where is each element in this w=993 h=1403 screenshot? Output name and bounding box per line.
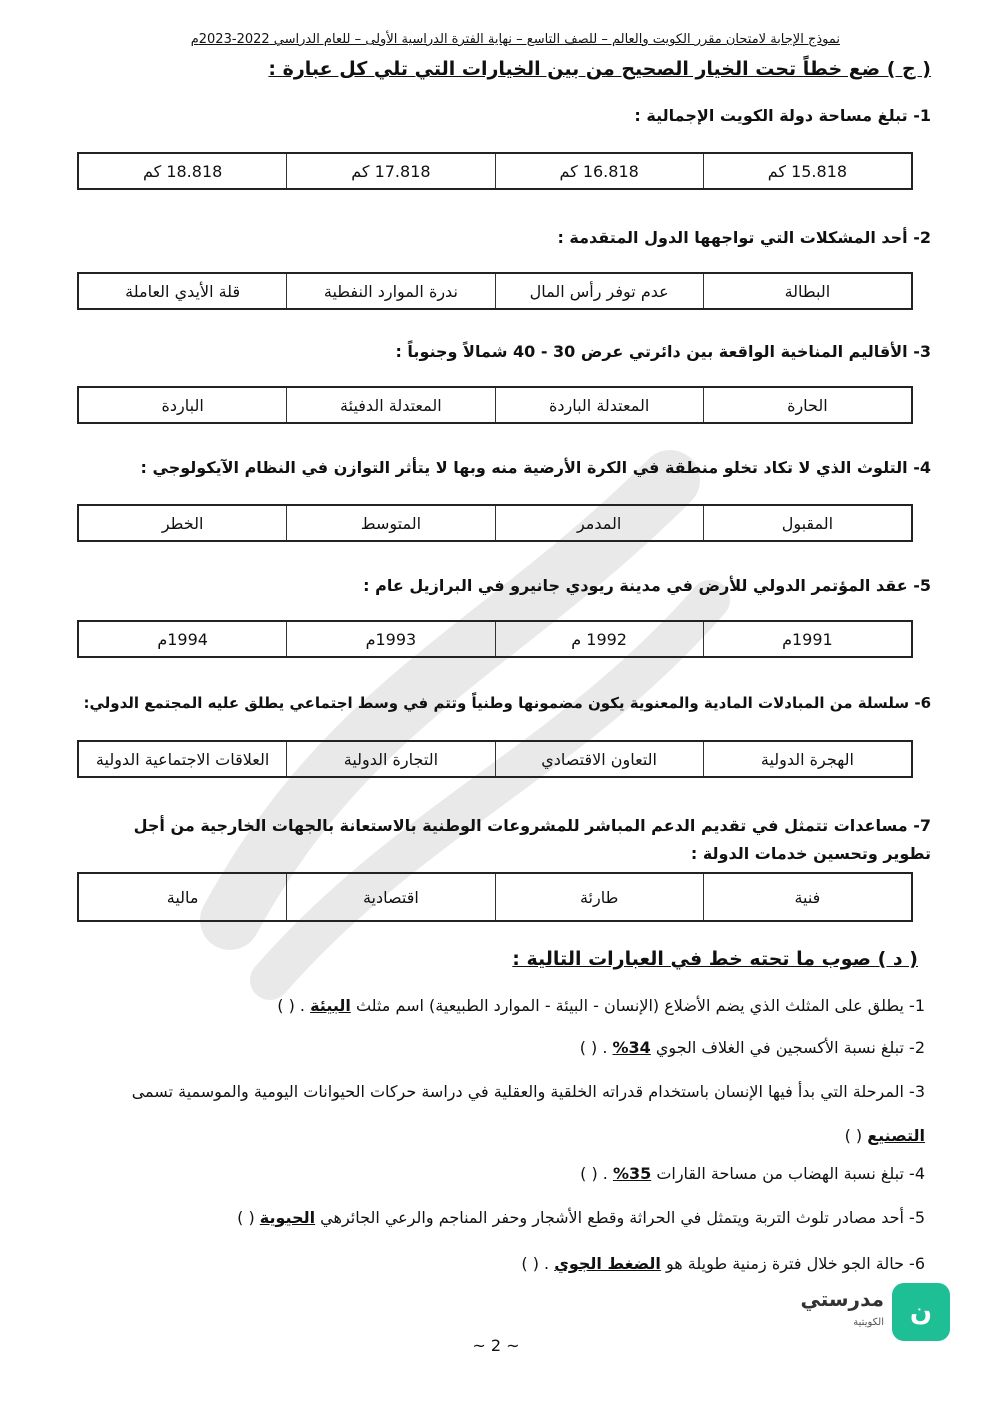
option[interactable]: 1993م <box>286 622 494 656</box>
option[interactable]: التجارة الدولية <box>286 742 494 776</box>
question-1-options <box>77 152 913 190</box>
option[interactable]: المتوسط <box>286 506 494 540</box>
question-1: 1- تبلغ مساحة دولة الكويت الإجمالية : <box>634 106 931 125</box>
option[interactable]: اقتصادية <box>286 874 494 920</box>
question-5-options <box>77 620 913 658</box>
option[interactable]: الخطر <box>161 513 204 533</box>
option[interactable]: التعاون الاقتصادي <box>495 742 703 776</box>
question-2-options <box>77 272 913 310</box>
option[interactable]: 1992 م <box>495 622 703 656</box>
page-number: ~ 2 ~ <box>472 1336 520 1355</box>
question-3: 3- الأقاليم المناخية الواقعة بين دائرتي عرض 30 - 40 شمالاً وجنوباً : <box>395 342 931 361</box>
option[interactable]: 1994م <box>157 629 208 649</box>
option[interactable]: 18.818 كم <box>142 161 223 181</box>
option[interactable]: الهجرة الدولية <box>703 742 911 776</box>
option[interactable]: العلاقات الاجتماعية الدولية <box>95 749 270 769</box>
question-7: 7- مساعدات تتمثل في تقديم الدعم المباشر للمشروعات الوطنية بالاستعانة بالجهات الخارجية من أجل تطوير وتحسين خدمات الدولة : <box>133 816 931 863</box>
question-4: 4- التلوث الذي لا تكاد تخلو منطقة في الكرة الأرضية منه وبها لا يتأثر التوازن في النظام الآيكولوجي : <box>140 458 931 477</box>
question-3-options <box>77 386 913 424</box>
option[interactable]: طارئة <box>495 874 703 920</box>
logo-subtext: الكويتية <box>853 1317 884 1328</box>
option[interactable]: ندرة الموارد النفطية <box>286 274 494 308</box>
option[interactable]: عدم توفر رأس المال <box>495 274 703 308</box>
correction-item-3: 3- المرحلة التي بدأ فيها الإنسان باستخدام قدراته الخلقية والعقلية في دراسة حركات الحيوانات اليومية والموسمية تسمى التصنيع ( ) <box>131 1082 925 1145</box>
correction-item-5: 5- أحد مصادر تلوث التربة ويتمثل في الحراثة وقطع الأشجار وحفر المناجم والرعي الجائرهي الحيوية ( ) <box>237 1208 925 1227</box>
exam-header: نموذج الإجابة لامتحان مقرر الكويت والعالم – للصف التاسع – نهاية الفترة الدراسية الأولى – للعام الدراسي 2022-2023م <box>190 32 840 47</box>
option[interactable]: 15.818 كم <box>703 154 911 188</box>
correction-item-1: 1- يطلق على المثلث الذي يضم الأضلاع (الإنسان - البيئة - الموارد الطبيعية) اسم مثلث البيئة . ( ) <box>277 996 925 1015</box>
option[interactable]: البطالة <box>703 274 911 308</box>
question-6-options <box>77 740 913 778</box>
correction-item-2: 2- تبلغ نسبة الأكسجين في الغلاف الجوي 34% . ( ) <box>579 1038 925 1057</box>
option[interactable]: فنية <box>703 874 911 920</box>
option[interactable]: 16.818 كم <box>495 154 703 188</box>
question-2: 2- أحد المشكلات التي تواجهها الدول المتقدمة : <box>557 228 931 247</box>
question-4-options <box>77 504 913 542</box>
logo-icon: ن <box>892 1283 950 1341</box>
option[interactable]: المدمر <box>495 506 703 540</box>
option[interactable]: الحارة <box>703 388 911 422</box>
option[interactable]: الباردة <box>161 395 204 415</box>
section-d-title: ( د ) صوب ما تحته خط في العبارات التالية : <box>512 948 918 970</box>
question-5: 5- عقد المؤتمر الدولي للأرض في مدينة ريودي جانيرو في البرازيل عام : <box>363 576 931 595</box>
question-7-options <box>77 872 913 922</box>
madrasati-logo <box>785 1283 950 1348</box>
question-6: 6- سلسلة من المبادلات المادية والمعنوية يكون مضمونها وطنياً وتتم في وسط اجتماعي يطلق عليه المجتمع الدولي: <box>83 694 931 712</box>
option[interactable]: المعتدلة الباردة <box>495 388 703 422</box>
option[interactable]: 1991م <box>703 622 911 656</box>
option[interactable]: 17.818 كم <box>286 154 494 188</box>
section-c-title: ( ج ) ضع خطاً تحت الخيار الصحيح من بين الخيارات التي تلي كل عبارة : <box>268 58 931 80</box>
option[interactable]: المقبول <box>703 506 911 540</box>
option[interactable]: مالية <box>166 887 199 907</box>
logo-text: مدرستي <box>800 1287 884 1311</box>
option[interactable]: قلة الأيدي العاملة <box>125 281 241 301</box>
option[interactable]: المعتدلة الدفيئة <box>286 388 494 422</box>
correction-item-6: 6- حالة الجو خلال فترة زمنية طويلة هو الضغط الجوي . ( ) <box>521 1254 925 1273</box>
correction-item-4: 4- تبلغ نسبة الهضاب من مساحة القارات 35% . ( ) <box>580 1164 925 1183</box>
